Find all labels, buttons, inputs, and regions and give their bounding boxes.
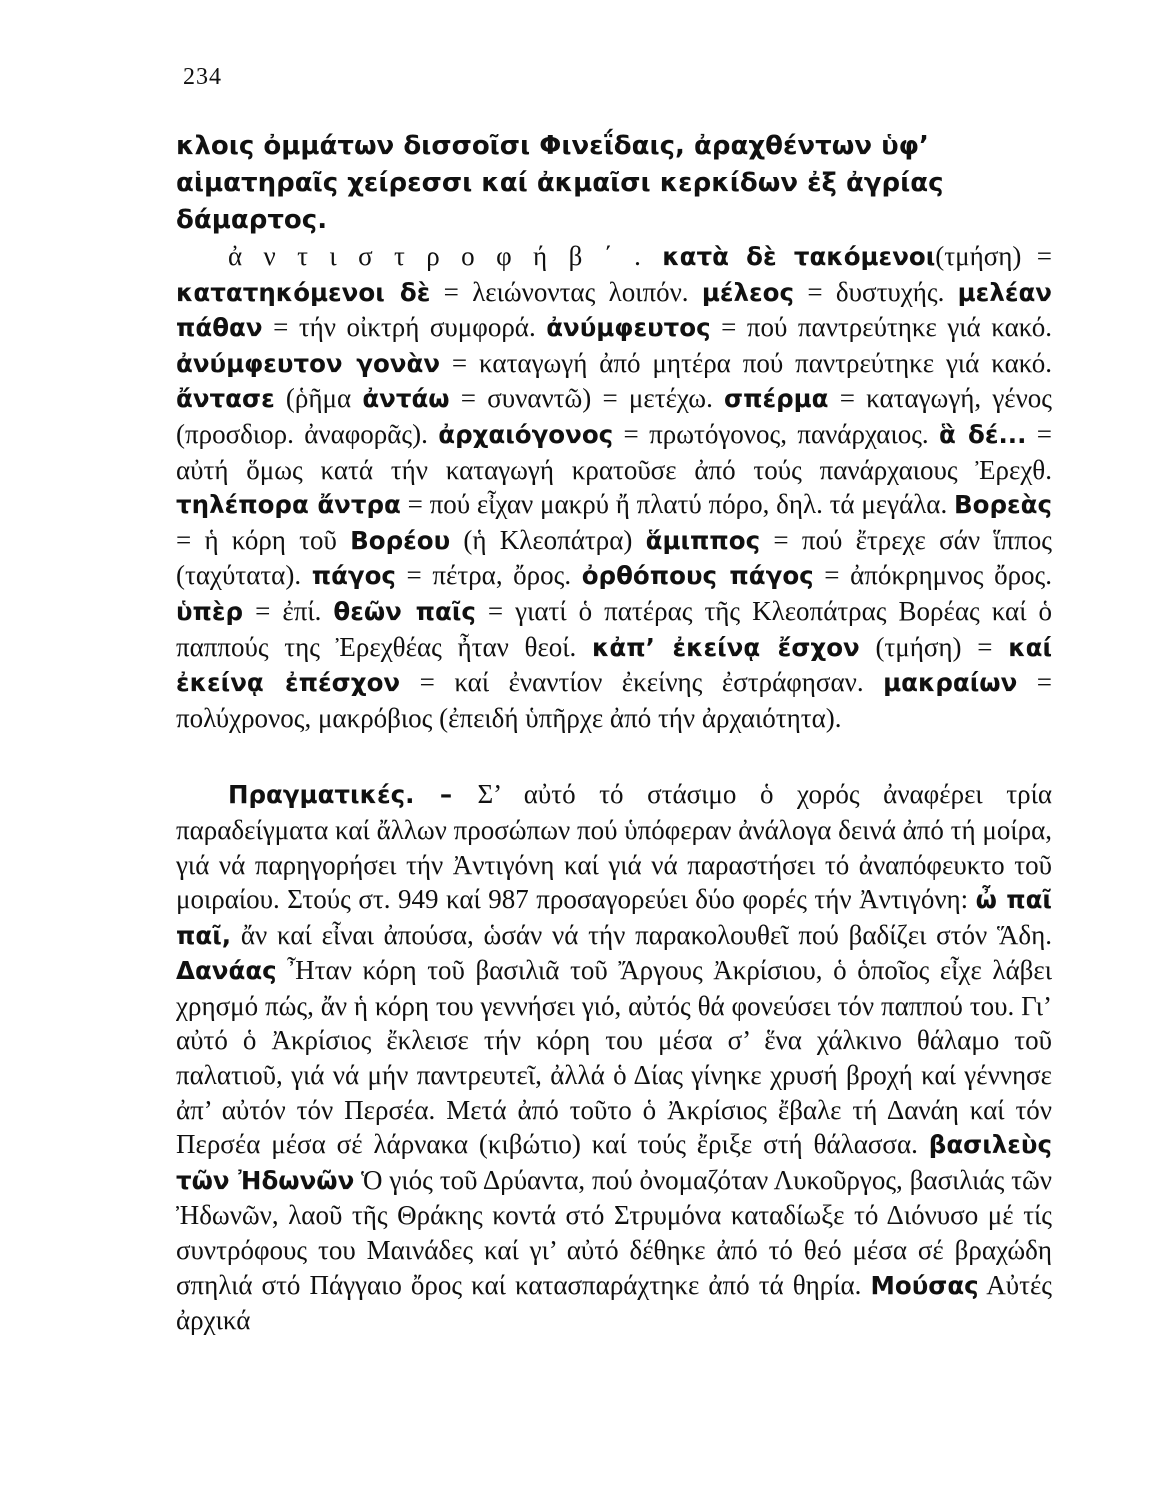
gloss-text: = ἀπόκρημνος ὄρος.	[813, 560, 1052, 591]
commentary-text: Ἦταν κόρη τοῦ βασιλιᾶ τοῦ Ἄργους Ἀκρίσιου, ὁ ὁποῖος εἶχε λάβει χρησμό πώς, ἄν ἡ κόρη του γεννήσει γιό, αὐτός θά φονεύσει τόν παππού του. Γι’ αὐτό ὁ Ἀκρίσιος ἔκλεισε τήν κόρη του μέσα σ’ ἕνα χάλκινο θάλαμο τοῦ παλατιοῦ, γιά νά μήν παντρευτεῖ, ἀλλά ὁ Δίας γίνηκε χρυσή βροχή καί γέννησε ἀπ’ αὐτόν τόν Περσέα. Μετά ἀπό τοῦτο ὁ Ἀκρίσιος ἔβαλε τή Δανάη καί τόν Περσέα μέσα σέ λάρνακα (κιβώτιο) καί τούς ἔριξε στή θάλασσα.	[176, 955, 1052, 1160]
commentary-term: ὦ παῖ παῖ,	[176, 885, 1052, 950]
gloss-term: ἃ δέ...	[939, 419, 1027, 449]
gloss-term: ἄντασε	[176, 384, 275, 414]
gloss-text: = πολύχρονος, μακρόβιος (ἐπειδή ὑπῆρχε ἀπό τήν ἀρχαιότητα).	[176, 667, 1052, 733]
gloss-text: = πού παντρεύτηκε γιά κακό.	[710, 312, 1052, 343]
gloss-text: = λειώνοντας λοιπόν.	[430, 276, 702, 307]
gloss-term: μέλεος	[701, 277, 795, 307]
gloss-text: = καταγωγή, γένος (προσδιορ. ἀναφορᾶς).	[176, 383, 1052, 449]
verse-text: κλοις ὀμμάτων δισσοῖσι Φινεΐδαις, ἀραχθέντων ὑφ’ αἱματηραῖς χείρεσσι καί ἀκμαῖσι κερκίδων ἐξ ἀγρίας δάμαρτος.	[176, 131, 944, 235]
gloss-term: ἀρχαιόγονος	[438, 419, 614, 449]
gloss-text: ἀ ν τ ι σ τ ρ ο φ ή β ΄ .	[228, 241, 663, 271]
commentary-paragraph	[176, 777, 1052, 1338]
gloss-term: κατὰ δὲ τακόμενοι	[662, 242, 936, 271]
gloss-text: = καί ἐναντίον ἐκείνης ἐστράφησαν.	[400, 667, 884, 698]
commentary-term: Πραγματικές. –	[228, 780, 478, 810]
commentary-term: Μούσας	[870, 1270, 979, 1300]
gloss-term: ὀρθόπους πάγος	[581, 561, 814, 591]
gloss-text: = καταγωγή ἀπό μητέρα πού παντρεύτηκε γιά κακό.	[440, 347, 1052, 378]
gloss-term: τηλέπορα ἄντρα	[176, 490, 401, 520]
gloss-text: = ἐπί.	[243, 595, 334, 626]
gloss-term: Βορεὰς	[953, 490, 1053, 520]
gloss-term: θεῶν παῖς	[333, 596, 476, 626]
gloss-term: ἀντάω	[362, 384, 450, 414]
gloss-text: = πού ἔτρεχε σάν ἵππος (ταχύτατα).	[176, 524, 1052, 591]
gloss-text: (ἡ Κλεοπάτρα)	[450, 524, 646, 555]
gloss-term: ἀνύμφευτος	[546, 313, 711, 343]
gloss-text: = αὐτή ὅμως κατά τήν καταγωγή κρατοῦσε ἀπό τούς πανάρχαιους Ἐρεχθ.	[176, 418, 1052, 485]
gloss-text: (ῥῆμα	[274, 383, 363, 414]
page-body	[176, 128, 1052, 1338]
gloss-text: = συναντῶ) = μετέχω.	[449, 383, 725, 414]
gloss-text: = πέτρα, ὄρος.	[395, 560, 582, 591]
commentary-term: Δανάας	[176, 956, 277, 986]
paragraph-gap	[176, 735, 1052, 777]
gloss-text: = πού εἶχαν μακρύ ἤ πλατύ πόρο, δηλ. τά μεγάλα.	[400, 489, 954, 520]
gloss-term: καί ἐκείνᾳ ἐπέσχον	[176, 632, 1052, 698]
gloss-text: = γιατί ὁ πατέρας τῆς Κλεοπάτρας Βορέας καί ὁ παππούς της Ἐρεχθέας ἦταν θεοί.	[176, 595, 1052, 662]
gloss-term: ἅμιππος	[645, 525, 761, 555]
gloss-text: (τμήση) =	[935, 241, 1052, 271]
gloss-term: ὑπὲρ	[176, 596, 244, 626]
gloss-text: = ἡ κόρη τοῦ	[176, 524, 351, 555]
glosses-paragraph	[176, 239, 1052, 735]
gloss-text: = τήν οἰκτρή συμφορά.	[262, 312, 547, 343]
gloss-term: ἀνύμφευτον γονὰν	[176, 348, 441, 378]
page-number: 234	[183, 64, 222, 90]
gloss-text: (τμήση) =	[859, 631, 1009, 662]
commentary-text: Σ’ αὐτό τό στάσιμο ὁ χορός ἀναφέρει τρία παραδείγματα καί ἄλλων προσώπων πού ὑπόφεραν ἀνάλογα δεινά ἀπό τή μοίρα, γιά νά παρηγορήσει τήν Ἀντιγόνη καί γιά νά παραστήσει τό ἀναπόφευκτο τοῦ μοιραίου. Στούς στ. 949 καί 987 προσαγορεύει δύο φορές τήν Ἀντιγόνη:	[176, 779, 1052, 915]
commentary-term: βασιλεὺς τῶν Ἠδωνῶν	[176, 1130, 1052, 1195]
commentary-text: Αὐτές ἀρχικά	[176, 1269, 1052, 1336]
gloss-text: = δυστυχής.	[794, 276, 958, 307]
commentary-text: Ὁ γιός τοῦ Δρύαντα, πού ὀνομαζόταν Λυκοῦργος, βασιλιάς τῶν Ἠδωνῶν, λαοῦ τῆς Θράκης κοντά στό Στρυμόνα καταδίωξε τό Διόνυσο μέ τίς συντρόφους του Μαινάδες καί γι’ αὐτό δέθηκε ἀπό τό θεό μέσα σέ βραχώδη σπηλιά στό Πάγγαιο ὄρος καί κατασπαράχτηκε ἀπό τά θηρία.	[176, 1164, 1052, 1300]
gloss-term: κἀπ’ ἐκείνᾳ ἔσχον	[592, 632, 860, 662]
gloss-term: κατατηκόμενοι δὲ	[176, 277, 431, 307]
gloss-term: μακραίων	[883, 668, 1018, 698]
gloss-term: Βορέου	[350, 525, 451, 555]
gloss-text: = πρωτόγονος, πανάρχαιος.	[613, 418, 940, 449]
gloss-term: σπέρμα	[724, 384, 829, 414]
gloss-term: πάγος	[311, 561, 396, 591]
gloss-term: μελέαν πάθαν	[176, 277, 1052, 343]
commentary-text: ἄν καί εἶναι ἀπούσα, ὡσάν νά τήν παρακολουθεῖ πού βαδίζει στόν Ἅδη.	[231, 919, 1052, 950]
